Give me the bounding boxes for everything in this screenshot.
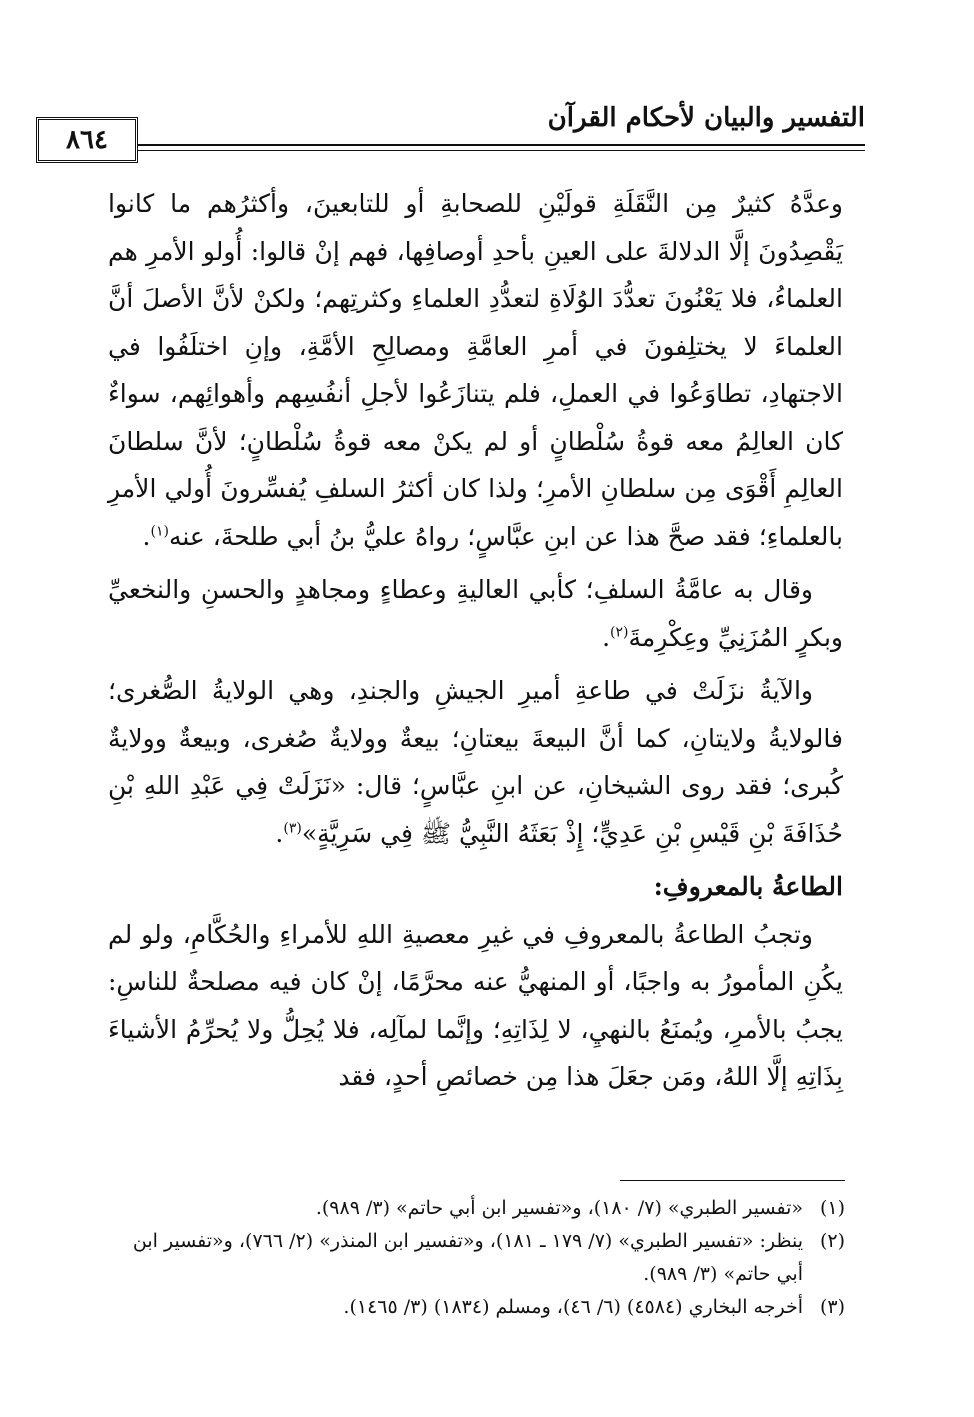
paragraph-1-text: وعدَّهُ كثيرٌ مِن النَّقَلَةِ قولَيْنِ للصحابةِ أو للتابعينَ، وأكثرُهم ما كانوا يَقْصِدُونَ إلَّا الدلالةَ على العينِ بأحدِ أوصافِها، فهم إنْ قالوا: أُولو الأمرِ هم العلماءُ، فلا يَعْنُونَ تعدُّدَ الوُلَاةِ لتعدُّدِ العلماءِ وكثرتِهم؛ ولكنْ لأنَّ الأصلَ أنَّ العلماءَ لا يختلِفونَ في أمرِ العامَّةِ ومصالِحِ الأمَّةِ، وإنِ اختلَفُوا في الاجتهادِ، تطاوَعُوا في العملِ، فلم يتنازَعُوا لأجلِ أنفُسِهم وأهوائِهم، سواءٌ كان العالِمُ معه قوةُ سُلْطانٍ أو لم يكنْ معه قوةُ سُلْطانٍ؛ لأنَّ سلطانَ العالِمِ أَقْوَى مِن سلطانِ الأمرِ؛ ولذا كان أكثرُ السلفِ يُفسِّرونَ أُولي الأمرِ بالعلماءِ؛ فقد صحَّ هذا عن ابنِ عبَّاسٍ؛ رواهُ عليُّ بنُ أبي طلحةَ، عنه: [108, 189, 843, 551]
header-rule-thin: [105, 150, 865, 151]
paragraph-3-text: والآيةُ نزَلَتْ في طاعةِ أميرِ الجيشِ والجندِ، وهي الولايةُ الصُّغرى؛ فالولايةُ ولايتانِ، كما أنَّ البيعةَ بيعتانِ؛ بيعةٌ وولايةٌ صُغرى، وبيعةٌ وولايةٌ كُبرى؛ فقد روى الشيخانِ، عن ابنِ عبَّاسٍ؛ قال: «نَزَلَتْ فِي عَبْدِ اللهِ بْنِ حُذَافَةَ بْنِ قَيْسِ بْنِ عَدِيٍّ؛ إِذْ بَعَثَهُ النَّبِيُّ ﷺ فِي سَرِيَّةٍ»: [108, 676, 843, 848]
footnote-1-text: «تفسير الطبري» (٧/ ١٨٠)، و«تفسير ابن أبي حاتم» (٣/ ٩٨٩).: [315, 1197, 803, 1219]
header-rule: [105, 144, 865, 146]
footnote-3-number: (٣): [819, 1296, 845, 1318]
page-number: ٨٦٤: [36, 117, 138, 163]
main-text: [108, 180, 843, 1107]
footnote-2: [108, 1225, 845, 1291]
header-title: التفسير والبيان لأحكام القرآن: [547, 103, 865, 133]
footnote-2-number: (٢): [819, 1230, 845, 1252]
footnote-separator: [620, 1180, 845, 1181]
paragraph-1: وعدَّهُ كثيرٌ مِن النَّقَلَةِ قولَيْنِ للصحابةِ أو للتابعينَ، وأكثرُهم ما كانوا يَقْصِدُونَ إلَّا الدلالةَ على العينِ بأحدِ أوصافِها، فهم إنْ قالوا: أُولو الأمرِ هم العلماءُ، فلا يَعْنُونَ تعدُّدَ الوُلَاةِ لتعدُّدِ العلماءِ وكثرتِهم؛ ولكنْ لأنَّ الأصلَ أنَّ العلماءَ لا يختلِفونَ في أمرِ العامَّةِ ومصالِحِ الأمَّةِ، وإنِ اختلَفُوا في الاجتهادِ، تطاوَعُوا في العملِ، فلم يتنازَعُوا لأجلِ أنفُسِهم وأهوائِهم، سواءٌ كان العالِمُ معه قوةُ سُلْطانٍ أو لم يكنْ معه قوةُ سُلْطانٍ؛ لأنَّ سلطانَ العالِمِ أَقْوَى مِن سلطانِ الأمرِ؛ ولذا كان أكثرُ السلفِ يُفسِّرونَ أُولي الأمرِ بالعلماءِ؛ فقد صحَّ هذا عن ابنِ عبَّاسٍ؛ رواهُ عليُّ بنُ أبي طلحةَ، عنه$^{(١)}$.: [108, 189, 843, 551]
footnote-ref-3: (٣): [283, 820, 302, 837]
footnotes: [108, 1192, 845, 1324]
footnote-2-text: ينظر: «تفسير الطبري» (٧/ ١٧٩ ـ ١٨١)، و«تفسير ابن المنذر» (٢/ ٧٦٦)، و«تفسير ابن أبي حاتم» (٣/ ٩٨٩).: [132, 1230, 803, 1285]
paragraph-2: وقال به عامَّةُ السلفِ؛ كأبي العاليةِ وعطاءٍ ومجاهدٍ والحسنِ والنخعيِّ وبكرٍ المُزَنِيِّ وعِكْرِمةَ$^{(٢)}$.: [108, 575, 843, 652]
footnote-1-number: (١): [819, 1197, 845, 1219]
section-heading: الطاعةُ بالمعروفِ:: [653, 872, 843, 901]
paragraph-2-text: وقال به عامَّةُ السلفِ؛ كأبي العاليةِ وعطاءٍ ومجاهدٍ والحسنِ والنخعيِّ وبكرٍ المُزَنِيِّ وعِكْرِمةَ: [108, 575, 843, 652]
footnote-ref-1: (١): [150, 523, 169, 540]
footnote-3-text: أخرجه البخاري (٤٥٨٤) (٦/ ٤٦)، ومسلم (١٨٣٤) (٣/ ١٤٦٥).: [343, 1296, 803, 1318]
paragraph-3: والآيةُ نزَلَتْ في طاعةِ أميرِ الجيشِ والجندِ، وهي الولايةُ الصُّغرى؛ فالولايةُ ولايتانِ، كما أنَّ البيعةَ بيعتانِ؛ بيعةٌ وولايةٌ صُغرى، وبيعةٌ وولايةٌ كُبرى؛ فقد روى الشيخانِ، عن ابنِ عبَّاسٍ؛ قال: «نَزَلَتْ فِي عَبْدِ اللهِ بْنِ حُذَافَةَ بْنِ قَيْسِ بْنِ عَدِيٍّ؛ إِذْ بَعَثَهُ النَّبِيُّ ﷺ فِي سَرِيَّةٍ»$^{(٣)}$.: [108, 676, 843, 848]
running-header: [105, 103, 865, 163]
footnote-3: [108, 1291, 845, 1324]
paragraph-4: وتجبُ الطاعةُ بالمعروفِ في غيرِ معصيةِ اللهِ للأمراءِ والحُكَّامِ، ولو لم يكُنِ المأمورُ به واجبًا، أو المنهيُّ عنه محرَّمًا، إنْ كان فيه مصلحةٌ للناسِ: يجبُ بالأمرِ، ويُمنَعُ بالنهيِ، لا لِذَاتِهِ؛ وإنَّما لمآلِه، فلا يُحِلُّ ولا يُحرِّمُ الأشياءَ بِذَاتِهِ إلَّا اللهُ، ومَن جعَلَ هذا مِن خصائصِ أحدٍ، فقد: [108, 919, 843, 1091]
footnote-1: [108, 1192, 845, 1225]
footnote-ref-2: (٢): [610, 624, 629, 641]
